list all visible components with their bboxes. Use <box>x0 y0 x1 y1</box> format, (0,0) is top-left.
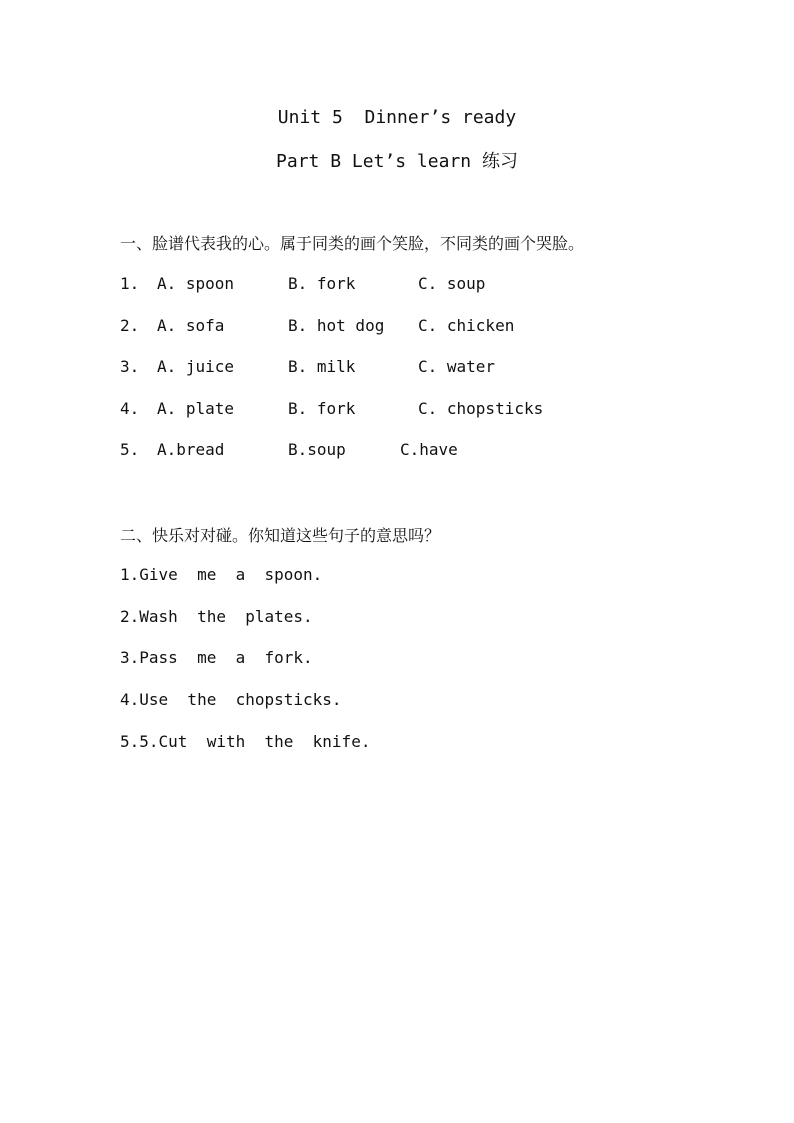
question-row <box>0 440 794 462</box>
question-number: 1. <box>120 274 140 293</box>
question-number: 3. <box>120 357 140 376</box>
sentence-item <box>0 690 794 712</box>
option-b: B. hot dog <box>288 316 385 335</box>
worksheet-subtitle: Part B Let’s learn 练习 <box>276 151 518 172</box>
sentence-text: 4.Use the chopsticks. <box>120 690 342 709</box>
option-a: A. spoon <box>157 274 235 293</box>
worksheet-title: Unit 5 Dinner’s ready <box>277 107 517 128</box>
question-row <box>0 357 794 379</box>
sentence-item <box>0 732 794 754</box>
sentence-text: 5.5.Cut with the knife. <box>120 732 371 751</box>
option-a: A. juice <box>157 357 235 376</box>
section-1-heading: 一、脸谱代表我的心。属于同类的画个笑脸，不同类的画个哭脸。 <box>120 234 585 253</box>
sentence-item <box>0 607 794 629</box>
option-a: A.bread <box>157 440 225 459</box>
option-b: B.soup <box>288 440 346 459</box>
sentence-text: 1.Give me a spoon. <box>120 565 323 584</box>
question-number: 4. <box>120 399 140 418</box>
question-number: 5. <box>120 440 140 459</box>
option-b: B. fork <box>288 399 356 418</box>
sentence-item <box>0 565 794 587</box>
option-a: A. sofa <box>157 316 225 335</box>
question-row <box>0 399 794 421</box>
question-row <box>0 316 794 338</box>
option-c: C. soup <box>418 274 486 293</box>
option-b: B. fork <box>288 274 356 293</box>
option-a: A. plate <box>157 399 235 418</box>
option-c: C. chopsticks <box>418 399 544 418</box>
option-b: B. milk <box>288 357 356 376</box>
option-c: C.have <box>400 440 458 459</box>
sentence-text: 3.Pass me a fork. <box>120 648 313 667</box>
option-c: C. chicken <box>418 316 515 335</box>
question-row <box>0 274 794 296</box>
option-c: C. water <box>418 357 496 376</box>
sentence-text: 2.Wash the plates. <box>120 607 313 626</box>
sentence-item <box>0 648 794 670</box>
question-number: 2. <box>120 316 140 335</box>
section-2-heading: 二、快乐对对碰。你知道这些句子的意思吗？ <box>120 526 441 545</box>
